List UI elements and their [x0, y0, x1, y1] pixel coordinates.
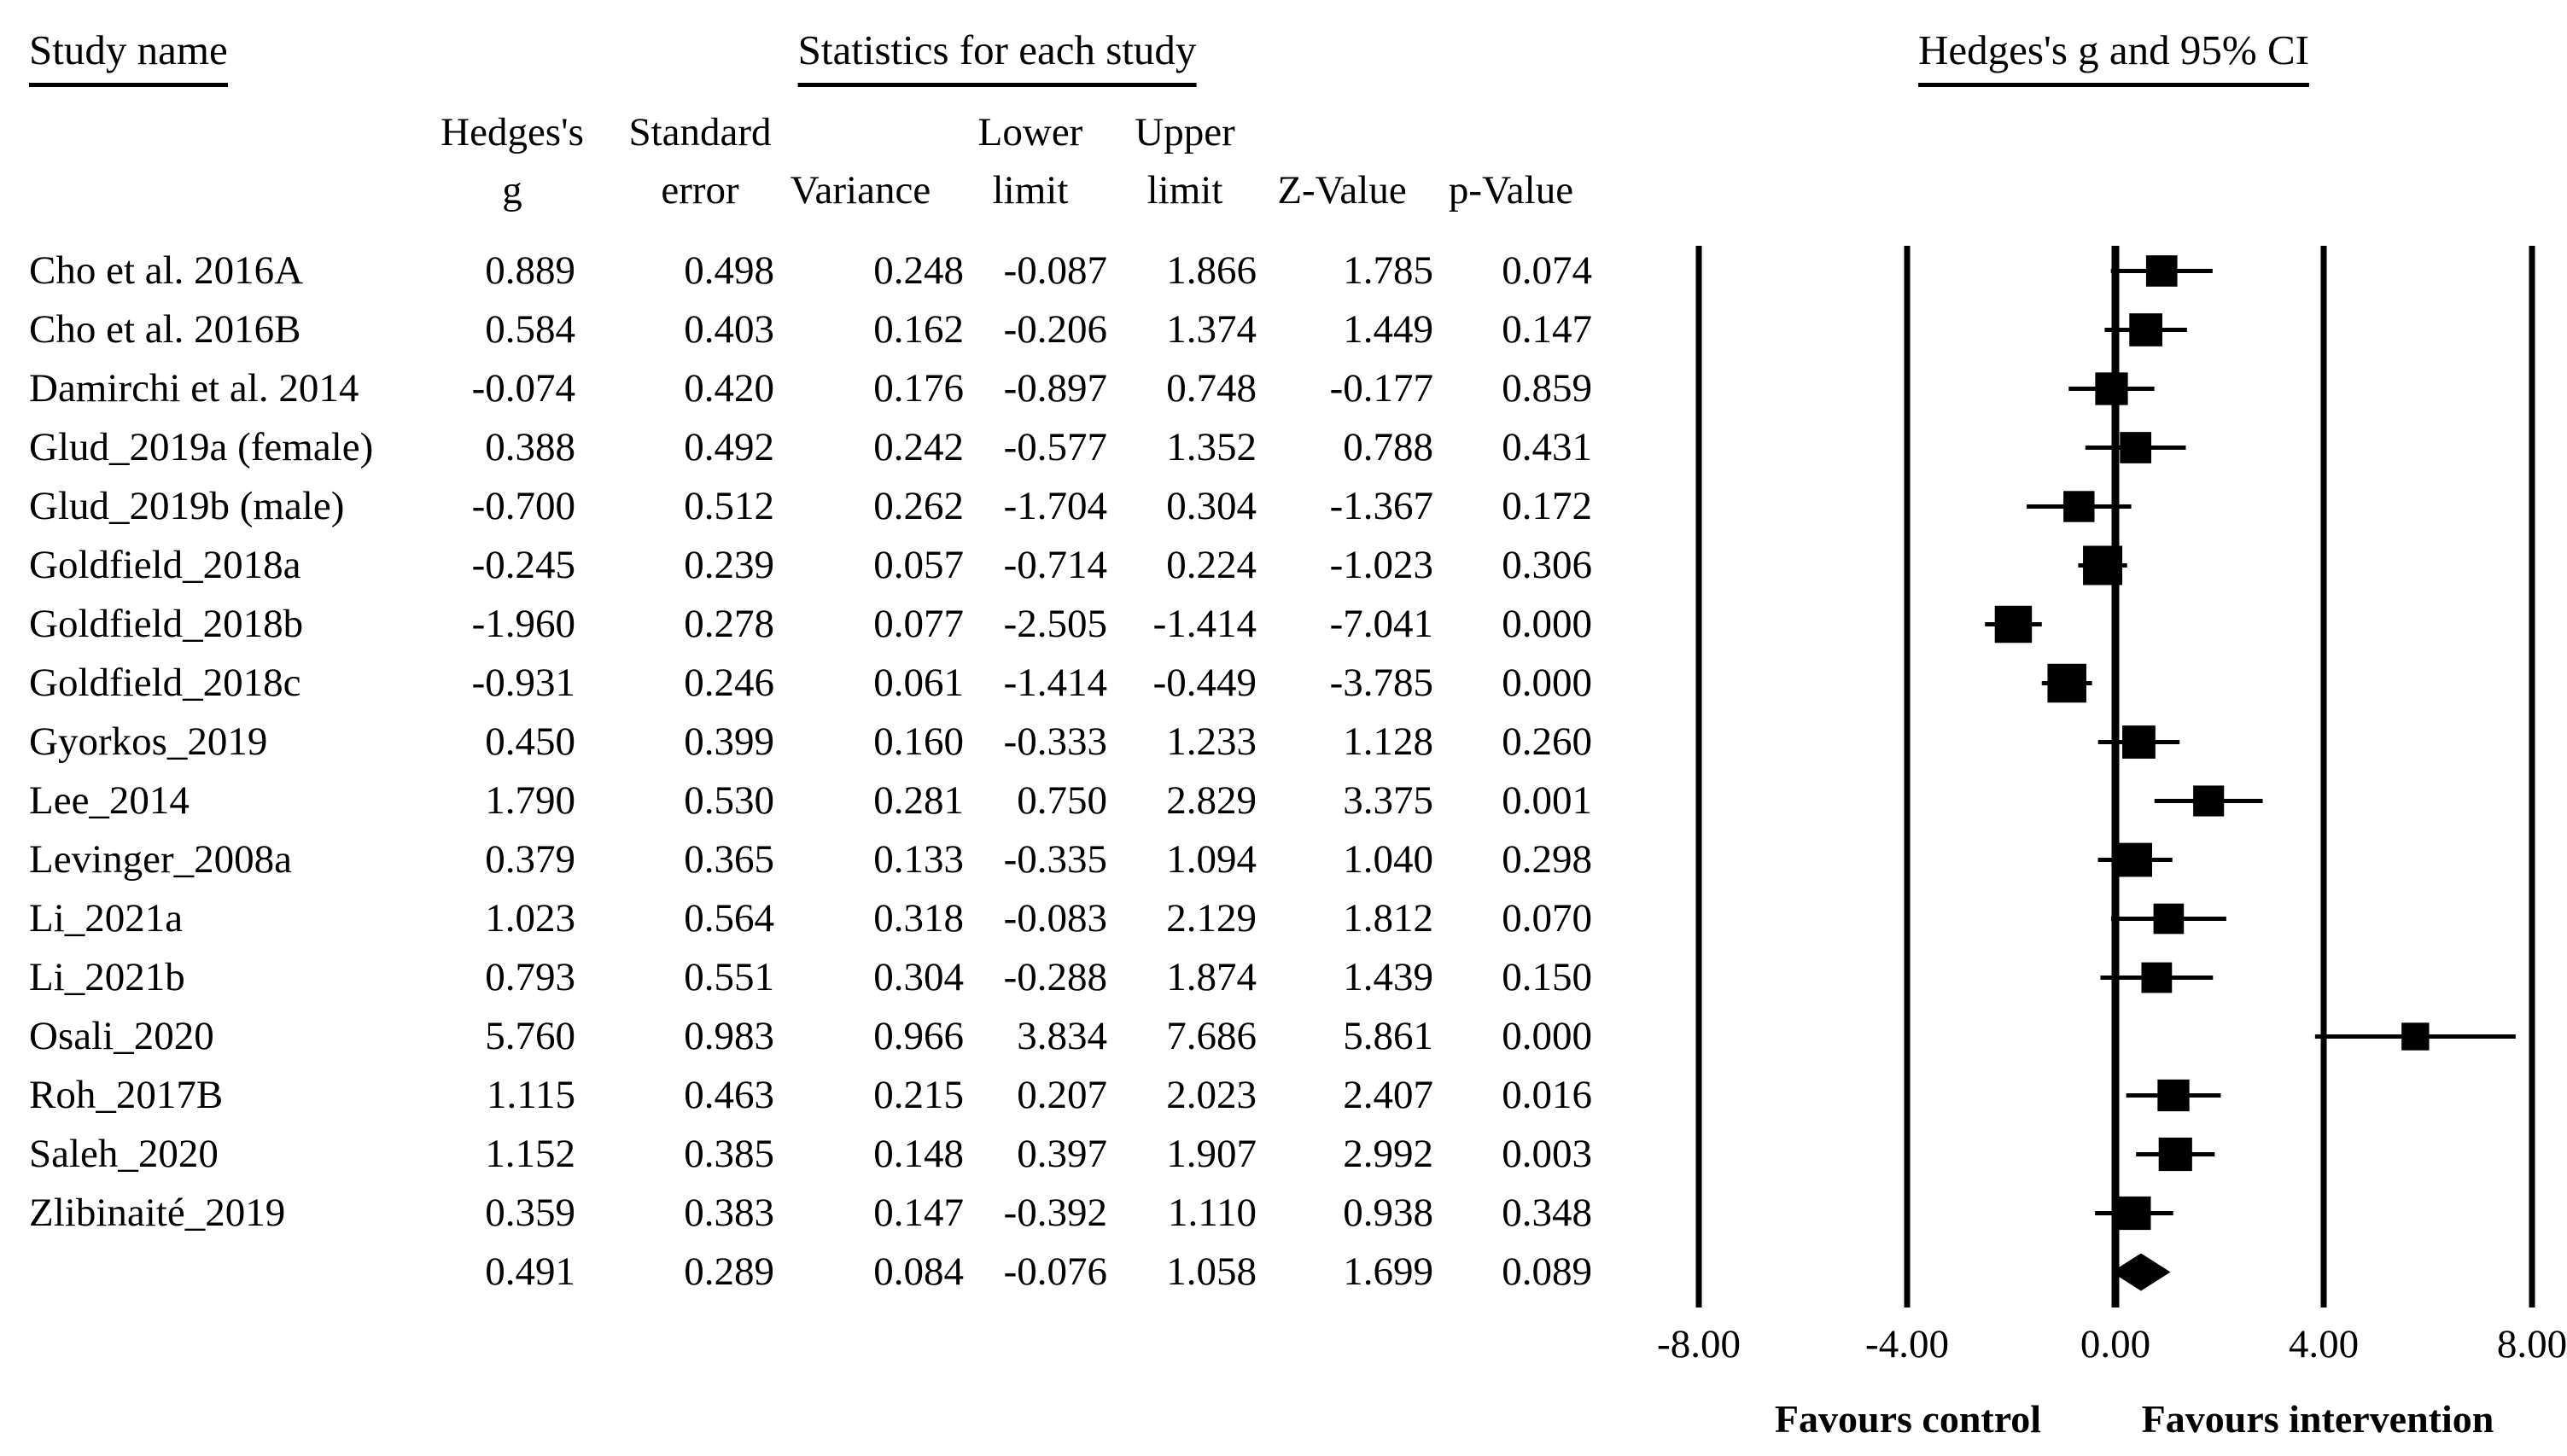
effect-square	[2095, 372, 2127, 405]
col-header-variance: Variance	[790, 168, 931, 213]
study-row	[0, 300, 1673, 359]
stat-upper: 1.874	[1166, 955, 1257, 999]
stat-upper: 1.907	[1166, 1132, 1257, 1176]
stat-se: 0.278	[684, 602, 774, 646]
stat-g: -0.931	[471, 661, 575, 705]
stat-variance: 0.966	[873, 1014, 964, 1058]
stat-lower: 0.397	[1017, 1132, 1107, 1176]
stat-lower: 3.834	[1017, 1014, 1107, 1058]
stat-variance: 0.176	[873, 366, 964, 411]
effect-square	[2157, 1080, 2189, 1111]
stat-upper: 0.224	[1166, 543, 1257, 587]
stat-z: -0.177	[1329, 366, 1433, 411]
study-row	[0, 830, 1673, 889]
stat-p: 0.001	[1502, 778, 1592, 823]
study-name: Cho et al. 2016A	[29, 248, 304, 293]
stat-p: 0.172	[1502, 484, 1592, 528]
stat-se: 0.239	[684, 543, 774, 587]
study-row	[0, 1125, 1673, 1184]
x-tick-label: -4.00	[1865, 1322, 1949, 1366]
stat-se: 0.403	[684, 307, 774, 352]
stat-g: 0.793	[485, 955, 575, 999]
stat-upper: 1.352	[1166, 425, 1257, 469]
stat-upper: 1.233	[1166, 719, 1257, 764]
stat-z: 0.788	[1343, 425, 1433, 469]
stat-g: -0.074	[471, 366, 575, 411]
stat-p: 0.000	[1502, 602, 1592, 646]
stat-lower: 0.750	[1017, 778, 1107, 823]
study-name-header: Study name	[29, 26, 228, 87]
stat-se: 0.983	[684, 1014, 774, 1058]
stat-variance: 0.147	[873, 1191, 964, 1235]
stat-g: 1.790	[485, 778, 575, 823]
effect-square	[2083, 546, 2122, 585]
study-name: Levinger_2008a	[29, 837, 293, 882]
effect-square	[2129, 313, 2162, 347]
effect-square	[2120, 432, 2151, 463]
effect-square	[2193, 785, 2224, 816]
stat-se: 0.530	[684, 778, 774, 823]
stat-z: -1.023	[1329, 543, 1433, 587]
stat-se: 0.463	[684, 1073, 774, 1117]
col-header-lower-2: limit	[992, 168, 1069, 213]
stat-se: 0.365	[684, 837, 774, 882]
effect-square	[1995, 606, 2032, 643]
stat-lower: -0.206	[1003, 307, 1107, 352]
stat-upper: -0.449	[1152, 661, 1257, 705]
study-row	[0, 1066, 1673, 1125]
study-row	[0, 418, 1673, 477]
stat-se: 0.512	[684, 484, 774, 528]
study-name: Damirchi et al. 2014	[29, 366, 359, 411]
col-header-std-error-2: error	[661, 168, 739, 213]
stat-variance: 0.077	[873, 602, 964, 646]
study-name: Cho et al. 2016B	[29, 307, 301, 352]
plot-header: Hedges's g and 95% CI	[1918, 26, 2309, 87]
favours-control-label: Favours control	[1774, 1397, 2042, 1441]
stat-lower: -0.714	[1003, 543, 1107, 587]
stat-lower: -0.335	[1003, 837, 1107, 882]
study-name: Osali_2020	[29, 1014, 214, 1058]
stat-lower: -0.076	[1003, 1249, 1107, 1294]
effect-square	[2146, 255, 2178, 287]
stat-p: 0.859	[1502, 366, 1592, 411]
col-header-hedges-g-1: Hedges's	[440, 110, 584, 154]
effect-square	[2401, 1022, 2429, 1050]
study-row	[0, 1184, 1673, 1243]
stat-lower: -0.897	[1003, 366, 1107, 411]
study-name: Glud_2019a (female)	[29, 425, 374, 469]
stat-p: 0.150	[1502, 955, 1592, 999]
stat-z: -7.041	[1329, 602, 1433, 646]
study-row	[0, 595, 1673, 654]
stat-g: 0.889	[485, 248, 575, 293]
study-name: Gyorkos_2019	[29, 719, 268, 764]
stat-z: 2.992	[1343, 1132, 1433, 1176]
stat-variance: 0.242	[873, 425, 964, 469]
stat-upper: 7.686	[1166, 1014, 1257, 1058]
study-row	[0, 1007, 1673, 1066]
col-header-z-value: Z-Value	[1277, 168, 1407, 213]
effect-square	[2141, 963, 2172, 993]
effect-square	[2117, 1197, 2150, 1230]
stat-se: 0.564	[684, 896, 774, 941]
stat-p: 0.070	[1502, 896, 1592, 941]
stat-se: 0.383	[684, 1191, 774, 1235]
stat-g: 0.388	[485, 425, 575, 469]
stat-upper: 1.866	[1166, 248, 1257, 293]
statistics-header: Statistics for each study	[798, 26, 1197, 87]
stat-lower: 0.207	[1017, 1073, 1107, 1117]
study-name: Goldfield_2018b	[29, 602, 304, 646]
study-row	[0, 477, 1673, 536]
stat-z: -1.367	[1329, 484, 1433, 528]
stat-se: 0.289	[684, 1249, 774, 1294]
study-row	[0, 536, 1673, 595]
stat-lower: -1.414	[1003, 661, 1107, 705]
study-name: Goldfield_2018c	[29, 661, 301, 705]
stat-upper: 1.058	[1166, 1249, 1257, 1294]
stat-g: 0.584	[485, 307, 575, 352]
stat-variance: 0.148	[873, 1132, 964, 1176]
effect-square	[2063, 491, 2094, 521]
stat-g: -0.700	[471, 484, 575, 528]
col-header-lower-1: Lower	[977, 110, 1083, 154]
stat-variance: 0.262	[873, 484, 964, 528]
stat-upper: 1.374	[1166, 307, 1257, 352]
stat-variance: 0.057	[873, 543, 964, 587]
study-name: Zlibinaité_2019	[29, 1191, 286, 1235]
stat-g: 1.115	[486, 1073, 575, 1117]
stat-upper: 1.094	[1166, 837, 1257, 882]
stat-p: 0.003	[1502, 1132, 1592, 1176]
study-row	[0, 654, 1673, 713]
stat-z: 1.699	[1343, 1249, 1433, 1294]
stat-variance: 0.084	[873, 1249, 964, 1294]
stat-se: 0.399	[684, 719, 774, 764]
stat-g: 1.023	[485, 896, 575, 941]
stat-g: 5.760	[485, 1014, 575, 1058]
effect-square	[2118, 843, 2152, 877]
study-name: Glud_2019b (male)	[29, 484, 345, 528]
stat-upper: 1.110	[1167, 1191, 1257, 1235]
stat-se: 0.385	[684, 1132, 774, 1176]
col-header-p-value: p-Value	[1448, 168, 1574, 213]
study-row	[0, 242, 1673, 300]
stat-g: 0.491	[485, 1249, 575, 1294]
stat-variance: 0.162	[873, 307, 964, 352]
stat-se: 0.551	[684, 955, 774, 999]
stat-g: 0.379	[485, 837, 575, 882]
stat-variance: 0.133	[873, 837, 964, 882]
stat-lower: -0.083	[1003, 896, 1107, 941]
stat-z: -3.785	[1329, 661, 1433, 705]
stat-upper: 2.829	[1166, 778, 1257, 823]
study-name: Li_2021a	[29, 896, 184, 941]
study-name: Li_2021b	[29, 955, 185, 999]
study-row	[0, 948, 1673, 1007]
overall-diamond	[2111, 1254, 2170, 1291]
stat-z: 0.938	[1343, 1191, 1433, 1235]
col-header-upper-2: limit	[1146, 168, 1223, 213]
stat-lower: -0.333	[1003, 719, 1107, 764]
stat-z: 5.861	[1343, 1014, 1433, 1058]
stat-g: 1.152	[485, 1132, 575, 1176]
stat-g: 0.450	[485, 719, 575, 764]
stat-g: -0.245	[471, 543, 575, 587]
stat-variance: 0.318	[873, 896, 964, 941]
stat-lower: -1.704	[1003, 484, 1107, 528]
study-row	[0, 713, 1673, 772]
stat-se: 0.246	[684, 661, 774, 705]
stat-upper: -1.414	[1152, 602, 1257, 646]
study-name: Goldfield_2018a	[29, 543, 301, 587]
stat-z: 1.439	[1343, 955, 1433, 999]
stat-lower: -2.505	[1003, 602, 1107, 646]
effect-square	[2122, 725, 2156, 759]
col-header-hedges-g-2: g	[502, 168, 522, 213]
favours-intervention-label: Favours intervention	[2141, 1397, 2494, 1441]
x-tick-label: 0.00	[2080, 1322, 2151, 1366]
study-name: Lee_2014	[29, 778, 190, 823]
x-tick-label: 8.00	[2496, 1322, 2567, 1366]
stat-variance: 0.248	[873, 248, 964, 293]
x-tick-label: 4.00	[2288, 1322, 2360, 1366]
stat-lower: -0.087	[1003, 248, 1107, 293]
stat-z: 1.785	[1343, 248, 1433, 293]
col-header-std-error-1: Standard	[628, 110, 772, 154]
stat-z: 3.375	[1343, 778, 1433, 823]
stat-p: 0.016	[1502, 1073, 1592, 1117]
study-row	[0, 359, 1673, 418]
stat-lower: -0.577	[1003, 425, 1107, 469]
stat-se: 0.492	[684, 425, 774, 469]
stat-z: 2.407	[1343, 1073, 1433, 1117]
stat-p: 0.074	[1502, 248, 1592, 293]
stat-z: 1.812	[1343, 896, 1433, 941]
stat-upper: 0.304	[1166, 484, 1257, 528]
stat-z: 1.449	[1343, 307, 1433, 352]
stat-se: 0.420	[684, 366, 774, 411]
stat-variance: 0.215	[873, 1073, 964, 1117]
stat-p: 0.000	[1502, 1014, 1592, 1058]
overall-row	[0, 1243, 1673, 1302]
stat-p: 0.260	[1502, 719, 1592, 764]
stat-lower: -0.392	[1003, 1191, 1107, 1235]
study-name: Roh_2017B	[29, 1073, 224, 1117]
effect-square	[2159, 1138, 2192, 1171]
stat-p: 0.089	[1502, 1249, 1592, 1294]
stat-p: 0.431	[1502, 425, 1592, 469]
stat-g: 0.359	[485, 1191, 575, 1235]
stat-lower: -0.288	[1003, 955, 1107, 999]
stat-p: 0.298	[1502, 837, 1592, 882]
stat-z: 1.040	[1343, 837, 1433, 882]
stat-g: -1.960	[471, 602, 575, 646]
stat-variance: 0.304	[873, 955, 964, 999]
stat-upper: 2.129	[1166, 896, 1257, 941]
study-name: Saleh_2020	[29, 1132, 219, 1176]
stat-p: 0.306	[1502, 543, 1592, 587]
study-row	[0, 772, 1673, 830]
stat-p: 0.348	[1502, 1191, 1592, 1235]
study-row	[0, 889, 1673, 948]
stat-se: 0.498	[684, 248, 774, 293]
stat-upper: 0.748	[1166, 366, 1257, 411]
effect-square	[2047, 664, 2086, 702]
stat-p: 0.147	[1502, 307, 1592, 352]
col-header-upper-1: Upper	[1135, 110, 1235, 154]
stat-upper: 2.023	[1166, 1073, 1257, 1117]
x-tick-label: -8.00	[1657, 1322, 1741, 1366]
effect-square	[2154, 904, 2185, 935]
stat-variance: 0.281	[873, 778, 964, 823]
stat-variance: 0.160	[873, 719, 964, 764]
stat-variance: 0.061	[873, 661, 964, 705]
stat-p: 0.000	[1502, 661, 1592, 705]
stat-z: 1.128	[1343, 719, 1433, 764]
